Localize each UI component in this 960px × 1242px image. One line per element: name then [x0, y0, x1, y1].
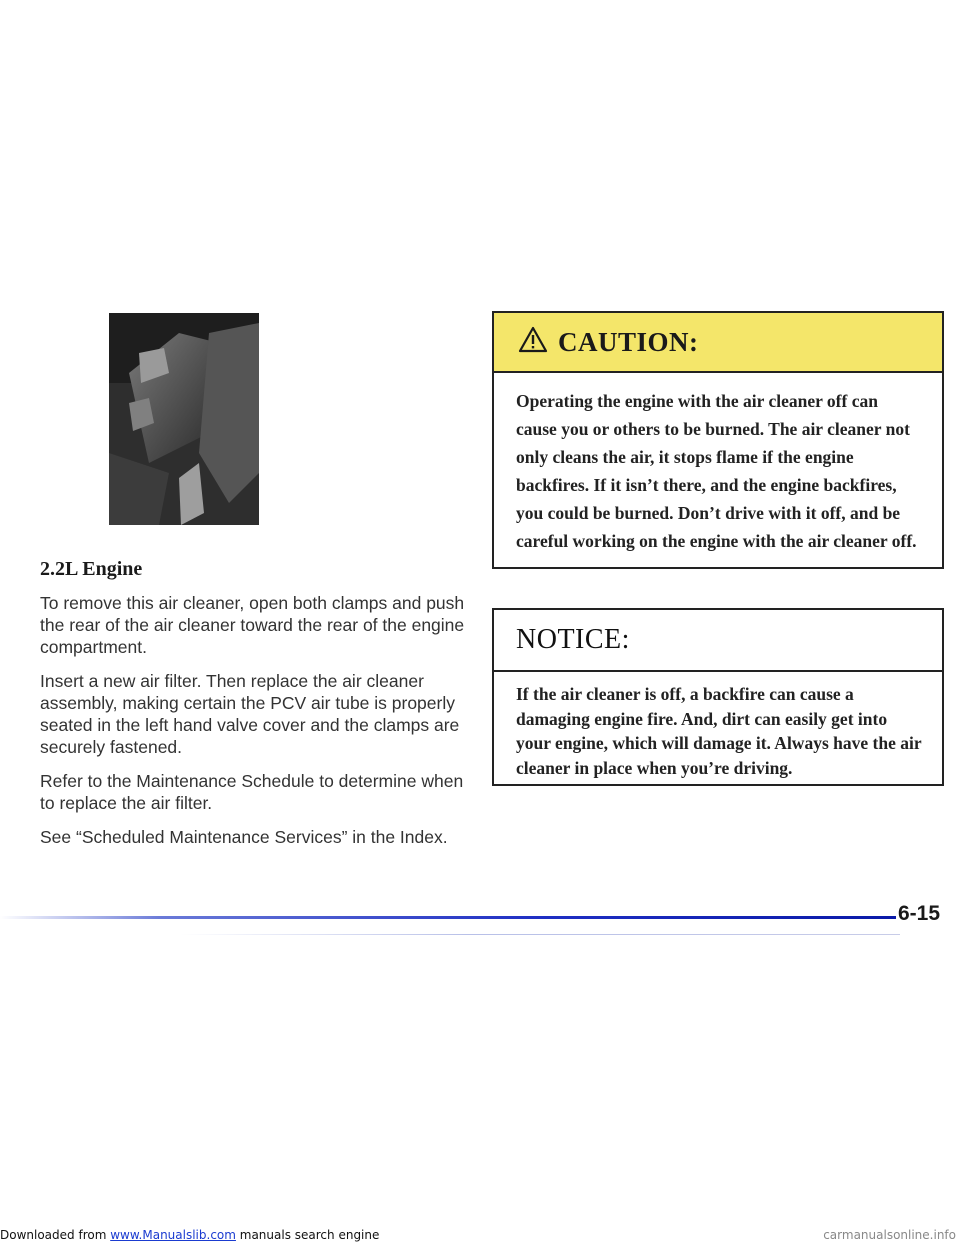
- notice-header: [494, 610, 942, 672]
- notice-text: If the air cleaner is off, a backfire can cause a damaging engine fire. And, dirt can easily get into your engine, which will damage it. Always have the air cleaner in place when you’re driving.: [516, 684, 922, 778]
- page-rule: [0, 916, 896, 919]
- manualslib-link[interactable]: www.Manualslib.com: [110, 1228, 236, 1242]
- paragraph-insert: Insert a new air filter. Then replace the air cleaner assembly, making certain the PCV air tube is properly seated in the left hand valve cover and the clamps are securely fastened.: [40, 671, 460, 757]
- caution-box: [492, 311, 944, 569]
- engine-air-cleaner-photo: [109, 313, 259, 525]
- notice-box: [492, 608, 944, 786]
- page-rule-thin: [180, 934, 900, 935]
- watermark: carmanualsonline.info: [823, 1228, 956, 1242]
- caution-header: [494, 313, 942, 373]
- page-number: 6-15: [898, 902, 941, 925]
- caution-text: Operating the engine with the air cleaner off can cause you or others to be burned. The air cleaner not only cleans the air, it stops flame if the engine backfires. If it isn’t there, and the engine backfires, you could be burned. Don’t drive with it off, and be careful working on the engine with the air cleaner off.: [516, 391, 917, 551]
- section-heading: 2.2L Engine: [40, 558, 143, 580]
- notice-title: NOTICE:: [516, 624, 630, 655]
- footer-prefix: Downloaded from: [0, 1228, 111, 1242]
- caution-title: CAUTION:: [558, 326, 699, 357]
- paragraph-refer: Refer to the Maintenance Schedule to determine when to replace the air filter.: [40, 771, 464, 813]
- footer-suffix: manuals search engine: [235, 1228, 380, 1242]
- paragraph-see: See “Scheduled Maintenance Services” in the Index.: [40, 827, 448, 847]
- body-text: [40, 592, 480, 860]
- download-footer: [0, 1228, 960, 1242]
- paragraph-remove: To remove this air cleaner, open both clamps and push the rear of the air cleaner toward the rear of the engine compartment.: [40, 593, 465, 657]
- warning-triangle-icon: [518, 326, 548, 358]
